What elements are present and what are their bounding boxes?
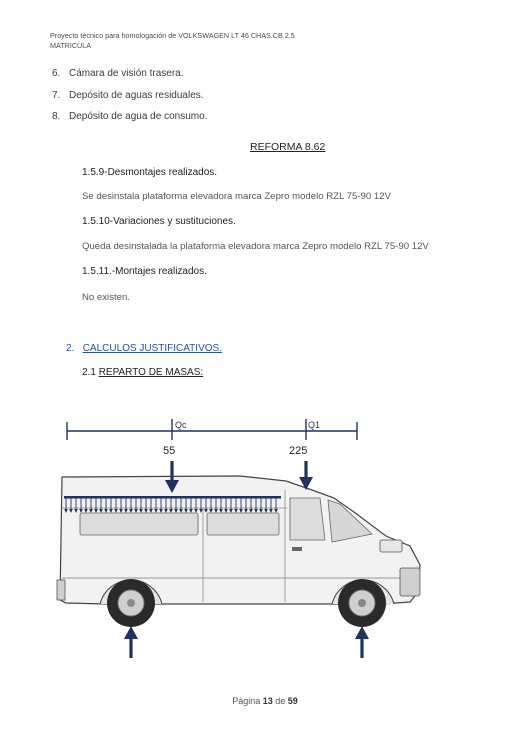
side-window-rear bbox=[80, 513, 198, 535]
front-reaction-arrow bbox=[355, 626, 369, 658]
side-window-mid bbox=[207, 513, 279, 535]
door-handle bbox=[292, 547, 302, 551]
subsection-heading: 1.5.10-Variaciones y sustituciones. bbox=[82, 216, 236, 227]
headlight bbox=[380, 540, 402, 552]
subsection-heading: 1.5.11.-Montajes realizados. bbox=[82, 266, 207, 277]
rear-wheel bbox=[107, 579, 155, 627]
qc-value: 55 bbox=[163, 445, 176, 457]
footer-page-number: 13 bbox=[262, 696, 273, 706]
footer-prefix: Página bbox=[232, 696, 261, 706]
header-line-1: Proyecto técnico para homologación de VOLKSWAGEN LT 46 CHAS.CB 2.5 bbox=[50, 31, 295, 40]
section-2-number: 2. bbox=[66, 343, 75, 354]
list-item-number: 7. bbox=[52, 90, 61, 101]
qc-label: Qc bbox=[175, 420, 187, 430]
rear-bumper bbox=[57, 580, 65, 600]
front-wheel bbox=[338, 579, 386, 627]
list-item-number: 8. bbox=[52, 111, 61, 122]
q1-value: 225 bbox=[289, 445, 308, 457]
header-line-2: MATRICULA bbox=[50, 41, 91, 50]
list-item-text: Depósito de agua de consumo. bbox=[69, 111, 208, 122]
list-item-text: Cámara de visión trasera. bbox=[69, 68, 184, 79]
subsection-heading: 1.5.9-Desmontajes realizados. bbox=[82, 167, 218, 178]
footer-mid: de bbox=[275, 696, 286, 706]
rear-reaction-arrow bbox=[124, 626, 138, 658]
footer-total-pages: 59 bbox=[287, 696, 298, 706]
list-item-number: 6. bbox=[52, 68, 61, 79]
subsection-body: Se desinstala plataforma elevadora marca Zepro modelo RZL 75-90 12V bbox=[82, 191, 391, 202]
subsection-body: Queda desinstalada la plataforma elevadora marca Zepro modelo RZL 75-90 12V bbox=[82, 241, 429, 252]
section-2-1-number: 2.1 bbox=[82, 367, 96, 378]
door-window bbox=[290, 498, 325, 540]
q1-label: Q1 bbox=[308, 420, 321, 430]
page-footer bbox=[0, 696, 530, 706]
bumper bbox=[400, 568, 420, 596]
list-item-text: Depósito de aguas residuales. bbox=[69, 90, 204, 101]
reforma-title: REFORMA 8.62 bbox=[250, 141, 326, 153]
subsection-body: No existen. bbox=[82, 292, 130, 303]
section-2-1-title: REPARTO DE MASAS: bbox=[98, 367, 204, 378]
section-2-title: CALCULOS JUSTIFICATIVOS. bbox=[82, 343, 222, 354]
